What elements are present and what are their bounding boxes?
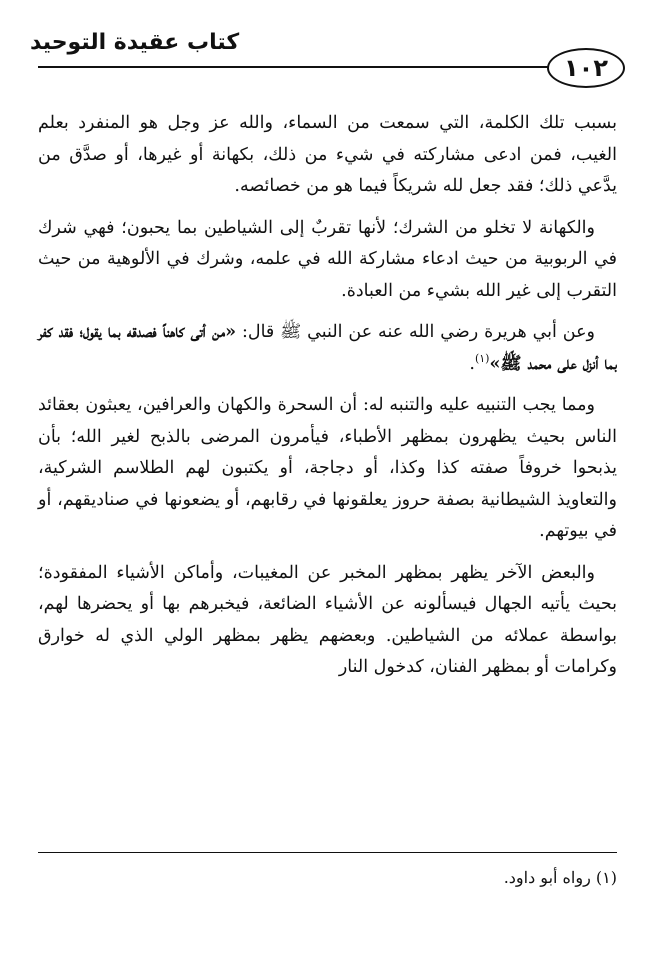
header-rule (38, 66, 551, 68)
page-number: ١٠٢ (564, 54, 608, 82)
page-number-badge (547, 48, 625, 88)
hadith-intro: وعن أبي هريرة رضي الله عنه عن النبي ﷺ قال: (241, 322, 595, 342)
paragraph-2: والكهانة لا تخلو من الشرك؛ لأنها تقربٌ إلى الشياطين بما يحبون؛ فهي شرك في الربوبية من حيث ادعاء مشاركة الله في علمه، وشرك في الألوهية من حيث التقرب إلى غير الله بشيء من العبادة. (38, 217, 617, 301)
footnote-separator (38, 852, 617, 853)
footnote-reference[interactable]: (١) (474, 351, 490, 365)
body-text (38, 108, 617, 694)
book-title: كتاب عقيدة التوحيد (30, 30, 240, 55)
paragraph-4: ومما يجب التنبيه عليه والتنبه له: أن السحرة والكهان والعرافين، يعبثون بعقائد الناس بحيث يظهرون بمظهر الأطباء، فيأمرون المرضى بالذبح لغير الله؛ بأن يذبحوا خروفاً صفته كذا وكذا، أو دجاجة، أو يكتبون لهم الطلاسم الشركية، والتعاويذ الشيطانية بصفة حروز يعلقونها في رقابهم، أو يضعونها في صناديقهم، أو في بيوتهم. (38, 395, 617, 541)
paragraph-1: بسبب تلك الكلمة، التي سمعت من السماء، والله عز وجل هو المنفرد بعلم الغيب، فمن ادعى مشاركته في شيء من ذلك، بكهانة أو غيرها، أو صدَّق من يدَّعي ذلك؛ فقد جعل لله شريكاً فيما هو من خصائصه. (38, 113, 617, 196)
footnote: (١) رواه أبو داود. (503, 868, 617, 887)
hadith-end: . (469, 353, 475, 374)
hadith-quote: «من أتى كاهناً فصدقه بما يقول؛ فقد كفر بما أنزل على محمد ﷺ» (38, 322, 617, 374)
paragraph-5: والبعض الآخر يظهر بمظهر المخبر عن المغيبات، وأماكن الأشياء المفقودة؛ بحيث يأتيه الجهال فيسألونه عن الأشياء الضائعة، فيخبرهم بها أو يحضرها لهم، بواسطة عملائه من الشياطين. وبعضهم يظهر بمظهر الولي الذي له خوارق وكرامات أو بمظهر الفنان، كدخول النار (38, 562, 617, 677)
paragraph-3-hadith (38, 317, 617, 380)
